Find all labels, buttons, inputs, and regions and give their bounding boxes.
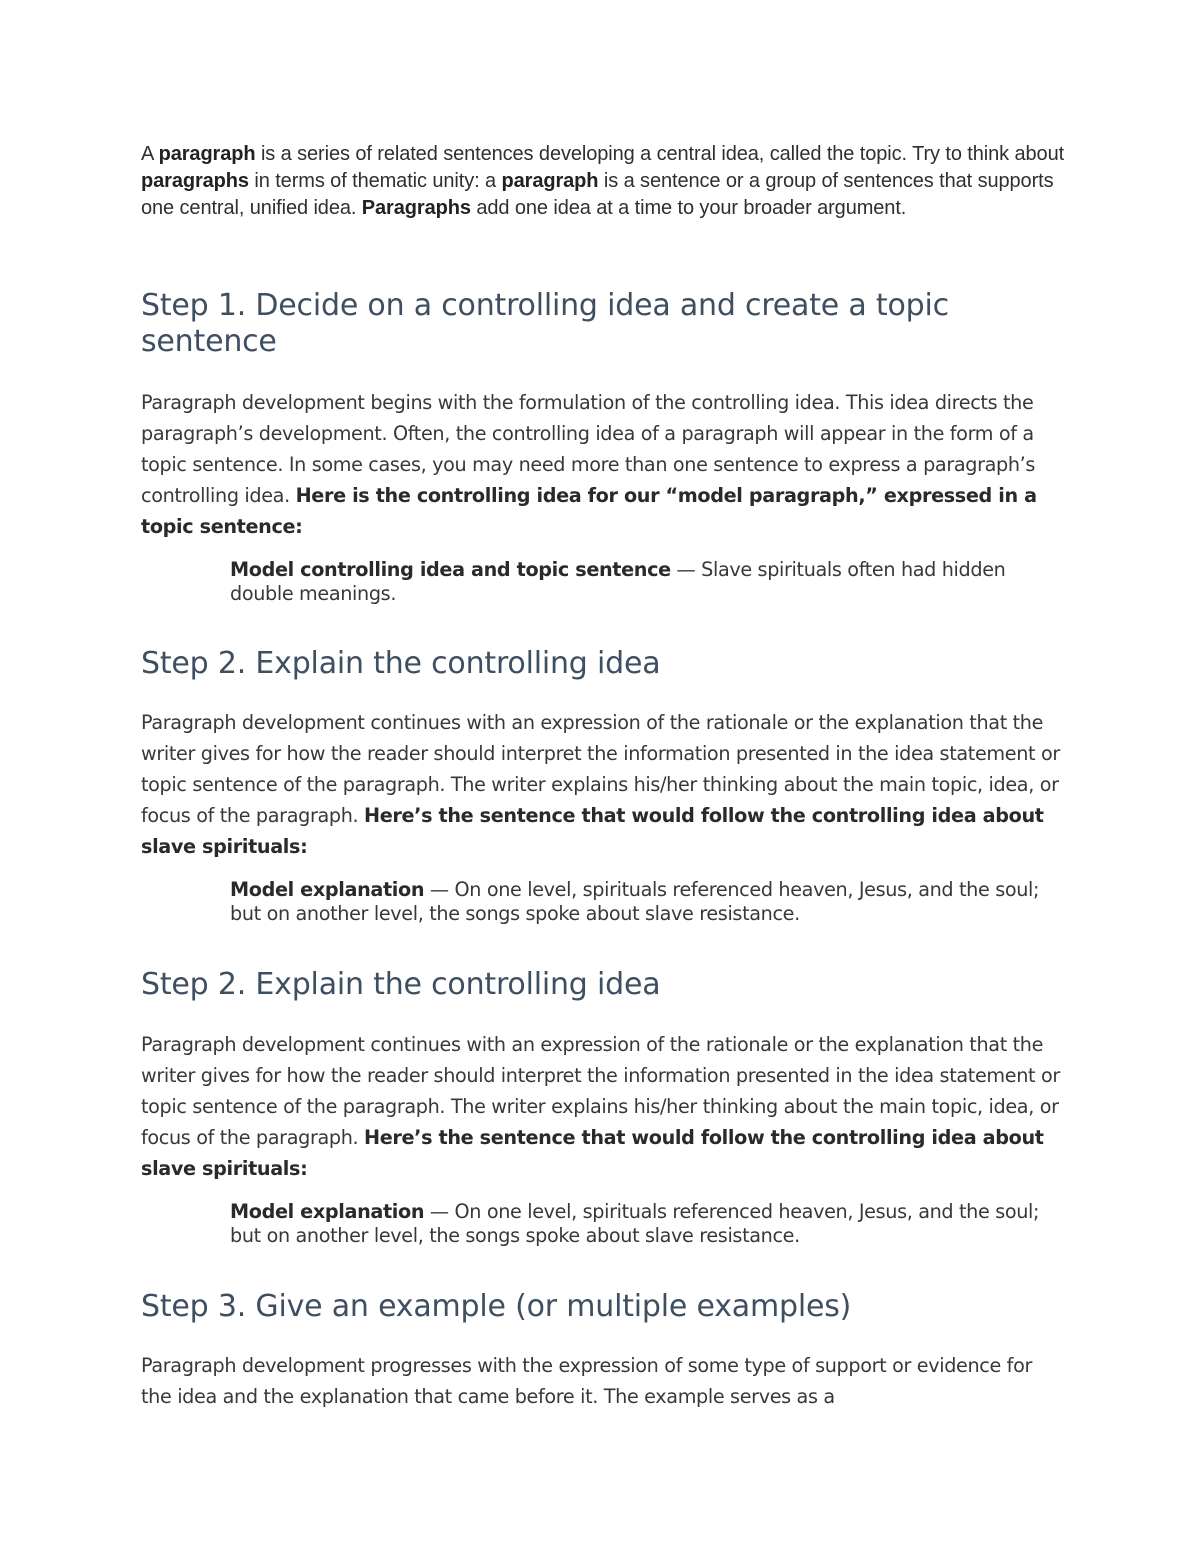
model-block [141, 878, 1066, 926]
step-body [141, 1350, 1066, 1412]
step-body [141, 707, 1066, 862]
model-text: — Slave spirituals often had hidden double meanings. [230, 558, 1006, 605]
intro-term: paragraphs [141, 170, 249, 192]
intro-term: paragraph [501, 170, 599, 192]
step-body-text: Paragraph development continues with an expression of the rationale or the explanation that the writer gives for how the reader should interpret the information presented in the idea statement or topic sentence of the paragraph. The writer explains his/her thinking about the main topic, idea, or focus of the paragraph. [141, 1033, 1060, 1149]
intro-text: is a sentence or a group of sentences that supports one central, unified idea. [141, 170, 1054, 219]
step-body-block [141, 387, 1066, 542]
step-section [141, 967, 1066, 1003]
step-section [141, 1289, 1066, 1325]
model-label: Model controlling idea and topic sentence [230, 558, 671, 581]
step-body-block [141, 707, 1066, 862]
intro-paragraph [141, 141, 1066, 222]
step-body-block [141, 1029, 1066, 1184]
step-body-block [141, 1350, 1066, 1412]
model-label: Model explanation [230, 878, 425, 901]
model-block [141, 558, 1066, 606]
step-body-emphasis: Here’s the sentence that would follow the controlling idea about slave spirituals: [141, 1126, 1044, 1180]
intro-text: add one idea at a time to your broader argument. [470, 197, 907, 219]
step-body-emphasis: Here’s the sentence that would follow the controlling idea about slave spirituals: [141, 804, 1044, 858]
step-section [141, 646, 1066, 682]
intro-text: in terms of thematic unity: a [248, 170, 502, 192]
step-heading: Step 2. Explain the controlling idea [141, 967, 661, 1002]
model-block [141, 1200, 1066, 1248]
intro-term: paragraph [158, 143, 256, 165]
step-heading: Step 1. Decide on a controlling idea and create a topic sentence [141, 288, 949, 359]
model-sentence [230, 558, 1040, 606]
step-body-text: Paragraph development progresses with the expression of some type of support or evidence for the idea and the explanation that came before it. The example serves as a [141, 1354, 1033, 1408]
step-body-text: Paragraph development begins with the formulation of the controlling idea. This idea directs the paragraph’s development. Often, the controlling idea of a paragraph will appear in the form of a topic sentence. In some cases, you may need more than one sentence to express a paragraph’s controlling idea. [141, 391, 1036, 507]
model-text: — On one level, spirituals referenced heaven, Jesus, and the soul; but on another level, the songs spoke about slave resistance. [230, 878, 1040, 925]
intro-text: is a series of related sentences developing a central idea, called the topic. Try to think about [255, 143, 1065, 165]
step-section [141, 288, 1066, 360]
step-body [141, 387, 1059, 542]
model-text: — On one level, spirituals referenced heaven, Jesus, and the soul; but on another level, the songs spoke about slave resistance. [230, 1200, 1040, 1247]
intro-text: A [141, 143, 159, 165]
intro-term: Paragraphs [361, 197, 471, 219]
step-heading: Step 2. Explain the controlling idea [141, 646, 661, 681]
step-body-text: Paragraph development continues with an expression of the rationale or the explanation that the writer gives for how the reader should interpret the information presented in the idea statement or topic sentence of the paragraph. The writer explains his/her thinking about the main topic, idea, or focus of the paragraph. [141, 711, 1060, 827]
model-sentence [230, 878, 1050, 926]
step-body-emphasis: Here is the controlling idea for our “model paragraph,” expressed in a topic sentence: [141, 484, 1037, 538]
model-sentence [230, 1200, 1050, 1248]
step-heading: Step 3. Give an example (or multiple examples) [141, 1289, 852, 1324]
model-label: Model explanation [230, 1200, 425, 1223]
step-body [141, 1029, 1066, 1184]
